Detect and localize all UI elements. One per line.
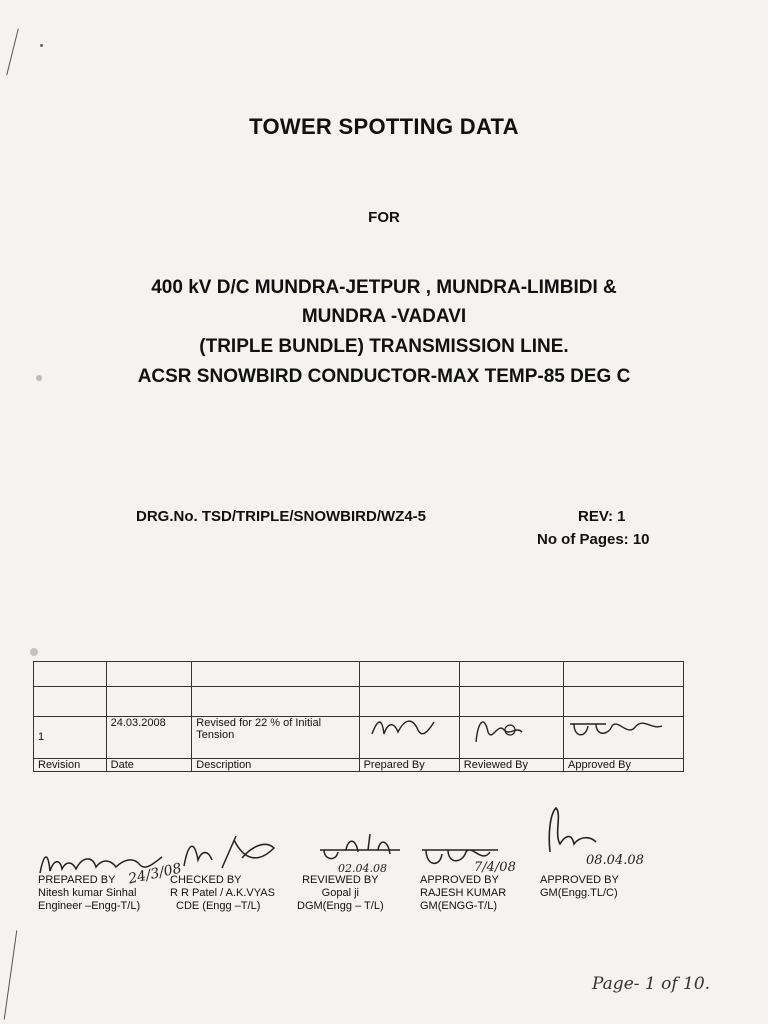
document-title: TOWER SPOTTING DATA: [249, 114, 519, 139]
description-cell: Revised for 22 % of Initial Tension: [192, 717, 359, 759]
header-revision: Revision: [34, 759, 107, 772]
signatory-role: REVIEWED BY: [302, 874, 379, 886]
revision-cell: 1: [34, 717, 107, 759]
date-approved-2-handwritten: 08.04.08: [586, 853, 644, 868]
signature-approved: [566, 714, 666, 742]
signatory-designation: Engineer –Engg-T/L): [38, 900, 141, 912]
date-approved-1-handwritten: 7/4/08: [474, 860, 516, 875]
signatory-name: RAJESH KUMAR: [420, 887, 507, 899]
signatory-approved-1: [420, 874, 506, 913]
subject-line-4: ACSR SNOWBIRD CONDUCTOR-MAX TEMP-85 DEG C: [137, 366, 631, 387]
signature-reviewed-by: [316, 828, 406, 864]
drawing-number: DRG.No. TSD/TRIPLE/SNOWBIRD/WZ4-5: [136, 508, 426, 525]
signatory-name: GM(Engg.TL/C): [540, 887, 618, 899]
header-prepared-by: Prepared By: [359, 759, 459, 772]
page-count: No of Pages: 10: [537, 531, 650, 548]
date-cell: 24.03.2008: [106, 717, 192, 759]
signatory-role: APPROVED BY: [420, 874, 499, 886]
signatory-prepared: [38, 874, 140, 913]
signatory-designation: GM(ENGG-T/L): [420, 900, 497, 912]
table-row: [34, 687, 684, 717]
subject-line-2: MUNDRA -VADAVI: [301, 306, 467, 327]
for-label: FOR: [368, 209, 400, 226]
header-approved-by: Approved By: [564, 759, 684, 772]
signatory-name: R R Patel / A.K.VYAS: [170, 887, 275, 899]
signatory-designation: DGM(Engg – T/L): [297, 900, 384, 912]
scan-edge-line: [4, 930, 18, 1019]
date-prepared-handwritten: 24/3/08: [126, 860, 184, 888]
signatory-checked: [170, 874, 275, 913]
signature-checked-by: [178, 830, 278, 874]
scan-edge-line: [6, 29, 19, 76]
signatory-name: Gopal ji: [321, 887, 359, 899]
scan-speck: [30, 648, 38, 656]
signatory-name: Nitesh kumar Sinhal: [38, 887, 137, 899]
signatory-approved-2: [540, 874, 619, 900]
signatory-reviewed: [297, 874, 384, 913]
signature-reviewed: [470, 712, 530, 746]
header-date: Date: [106, 759, 192, 772]
signature-approved-by-2: [540, 804, 620, 856]
revision-number: REV: 1: [578, 508, 626, 525]
subject-line-3: (TRIPLE BUNDLE) TRANSMISSION LINE.: [199, 336, 569, 357]
signatory-designation: CDE (Engg –T/L): [176, 900, 261, 912]
table-header-row: [34, 759, 684, 772]
header-description: Description: [192, 759, 359, 772]
date-reviewed-handwritten: 02.04.08: [338, 862, 387, 875]
table-row: [34, 662, 684, 687]
signature-prepared: [368, 712, 438, 742]
header-reviewed-by: Reviewed By: [459, 759, 563, 772]
signatory-role: PREPARED BY: [38, 874, 116, 886]
scan-speck: [40, 44, 43, 47]
signatory-role: APPROVED BY: [540, 874, 619, 886]
subject-line-1: 400 kV D/C MUNDRA-JETPUR , MUNDRA-LIMBIDI &: [151, 277, 617, 298]
page-note-handwritten: Page- 1 of 10.: [592, 974, 711, 994]
signatory-role: CHECKED BY: [170, 874, 242, 886]
